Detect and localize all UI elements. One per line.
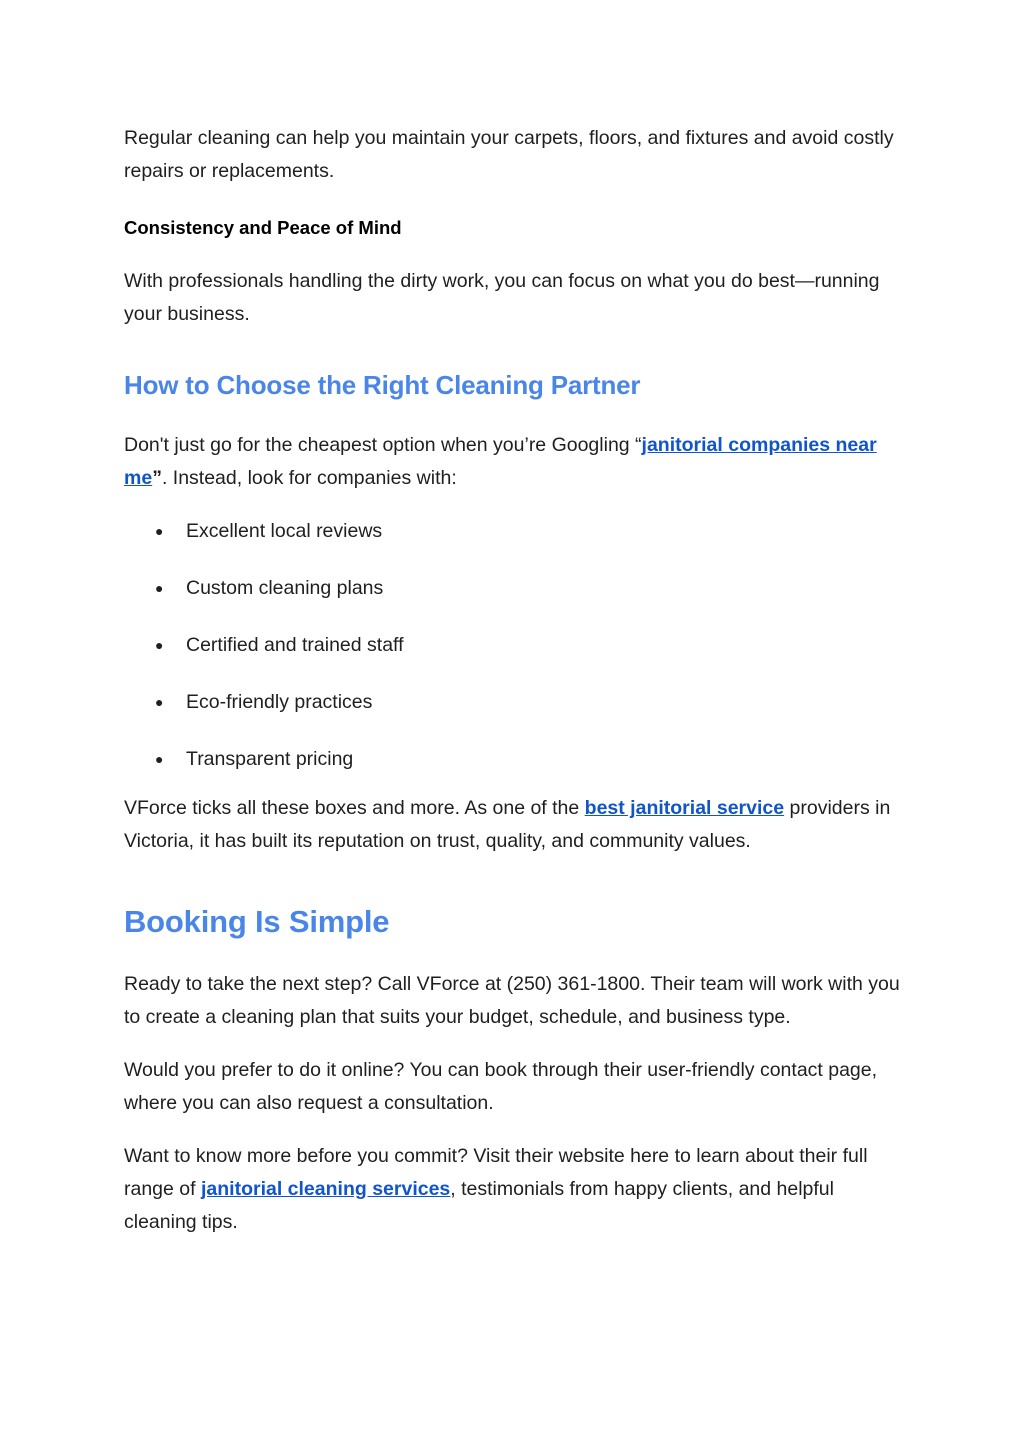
bullet-icon: ●: [155, 694, 164, 710]
janitorial-companies-link[interactable]: janitorial companies near me: [124, 434, 877, 489]
bullet-icon: ●: [155, 580, 164, 596]
booking-heading: Booking Is Simple: [124, 904, 390, 939]
list-item-label: Excellent local reviews: [186, 520, 383, 542]
bullet-icon: ●: [155, 637, 164, 653]
list-item: [124, 629, 904, 662]
learn-more-paragraph: [124, 1140, 904, 1239]
bullet-icon: ●: [155, 523, 164, 539]
janitorial-cleaning-services-link[interactable]: janitorial cleaning services: [200, 1178, 451, 1200]
more-text-after: , testimonials from happy clients, and helpful cleaning tips.: [124, 1178, 834, 1233]
choose-partner-paragraph: [124, 429, 904, 495]
vforce-paragraph: [124, 792, 904, 858]
list-item: [124, 743, 904, 776]
choose-text-before: Don't just go for the cheapest option when you’re Googling “: [124, 434, 642, 456]
vforce-text-after: providers in Victoria, it has built its reputation on trust, quality, and community values.: [124, 797, 891, 852]
list-item-label: Eco-friendly practices: [186, 691, 373, 713]
list-item: [124, 515, 904, 548]
list-item-label: Custom cleaning plans: [186, 577, 384, 599]
online-paragraph: Would you prefer to do it online? You can book through their user-friendly contact page, where you can also request a consultation.: [124, 1059, 878, 1114]
ready-paragraph: Ready to take the next step? Call VForce at (250) 361-1800. Their team will work with you to create a cleaning plan that suits your budget, schedule, and business type.: [124, 973, 900, 1028]
list-item-label: Certified and trained staff: [186, 634, 404, 656]
document-page: [124, 122, 904, 1239]
peace-of-mind-paragraph: With professionals handling the dirty work, you can focus on what you do best—running your business.: [124, 270, 880, 325]
intro-paragraph: Regular cleaning can help you maintain your carpets, floors, and fixtures and avoid costly repairs or replacements.: [124, 127, 894, 182]
closing-quote: ”: [152, 467, 162, 489]
list-item: [124, 572, 904, 605]
choose-text-after: . Instead, look for companies with:: [161, 467, 457, 489]
more-text-before: Want to know more before you commit? Visit their website here to learn about their full range of: [124, 1145, 868, 1200]
vforce-text-before: VForce ticks all these boxes and more. As one of the: [124, 797, 585, 819]
choose-partner-heading: How to Choose the Right Cleaning Partner: [124, 370, 641, 400]
bullet-icon: ●: [155, 751, 164, 767]
consistency-subheading: Consistency and Peace of Mind: [124, 217, 402, 238]
criteria-list: [124, 515, 904, 776]
list-item-label: Transparent pricing: [186, 748, 354, 770]
best-janitorial-service-link[interactable]: best janitorial service: [584, 797, 785, 819]
list-item: [124, 686, 904, 719]
